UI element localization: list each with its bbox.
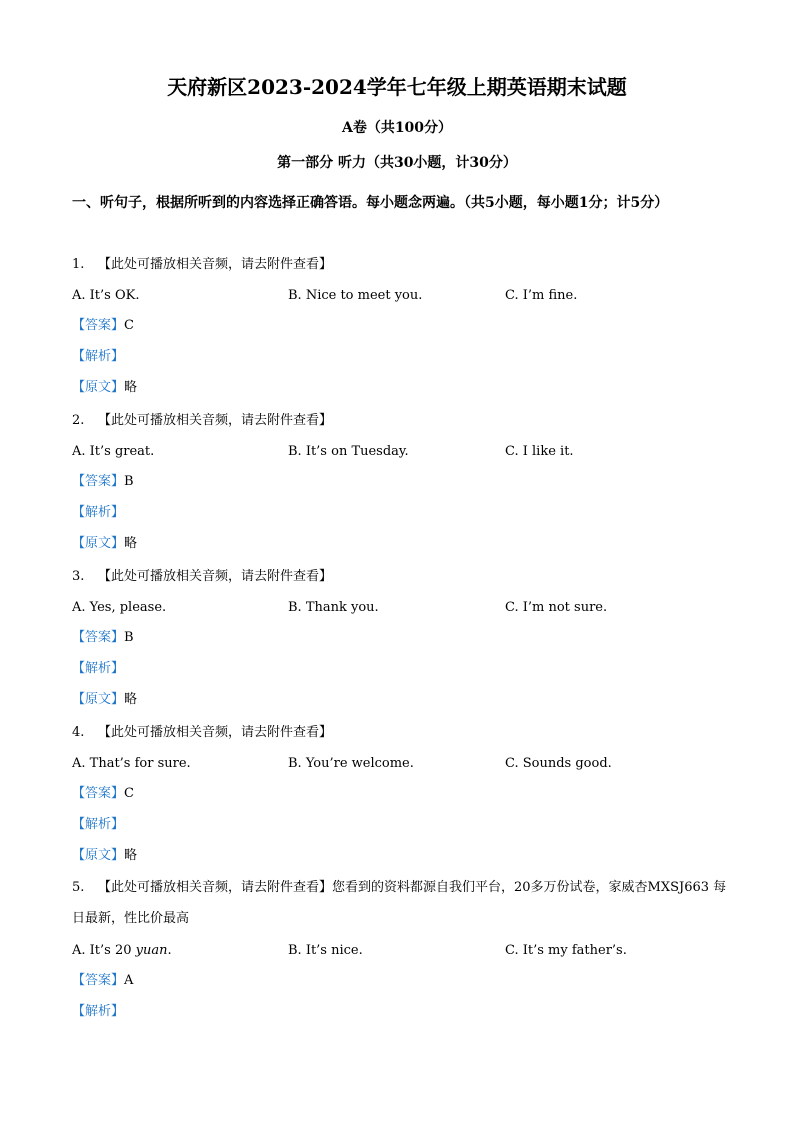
question-4: [72, 724, 332, 742]
analysis-label: 【解析】: [72, 505, 125, 520]
part-one-heading: 第一部分 听力（共30小题，计30分）: [277, 155, 517, 171]
option-a-italic: yuan: [135, 943, 168, 958]
option-a: [72, 942, 172, 960]
original-line: [72, 691, 137, 709]
analysis-label: 【解析】: [72, 817, 125, 832]
answer-value: B: [124, 474, 134, 489]
answer-value: A: [124, 973, 134, 988]
answer-label: 【答案】: [72, 474, 125, 489]
audio-prompt: 【此处可播放相关音频，请去附件查看】: [98, 725, 333, 740]
analysis-line: [72, 816, 124, 834]
original-line: [72, 847, 137, 865]
option-b: B. Nice to meet you.: [288, 288, 423, 303]
original-label: 【原文】: [72, 536, 125, 551]
answer-value: B: [124, 630, 134, 645]
option-c: C. I’m fine.: [505, 288, 578, 303]
question-number: 5.: [72, 880, 85, 895]
original-value: 略: [124, 380, 138, 395]
answer-value: C: [124, 318, 134, 333]
analysis-line: [72, 504, 124, 522]
question-number: 3.: [72, 569, 85, 584]
original-value: 略: [124, 536, 138, 551]
option-a: A. Yes, please.: [72, 600, 167, 615]
instruction-text: 一、听句子，根据所听到的内容选择正确答语。每小题念两遍。（共5小题，每小题1分；计5分）: [72, 195, 669, 211]
original-label: 【原文】: [72, 692, 125, 707]
audio-prompt: 【此处可播放相关音频，请去附件查看】: [98, 413, 333, 428]
original-line: [72, 379, 137, 397]
question-number: 1.: [72, 257, 85, 272]
question-5: [72, 872, 732, 934]
option-c: C. It’s my father’s.: [505, 943, 627, 958]
option-b: B. It’s nice.: [288, 943, 363, 958]
question-number: 2.: [72, 413, 85, 428]
option-c: C. I’m not sure.: [505, 600, 608, 615]
original-line: [72, 535, 137, 553]
option-b: B. You’re welcome.: [288, 756, 414, 771]
analysis-label: 【解析】: [72, 1004, 125, 1019]
exam-title: 天府新区2023-2024学年七年级上期英语期末试题: [167, 75, 627, 99]
option-a: A. It’s great.: [72, 444, 155, 459]
option-a: A. That’s for sure.: [72, 756, 191, 771]
option-c: C. I like it.: [505, 444, 574, 459]
option-b: B. It’s on Tuesday.: [288, 444, 409, 459]
audio-prompt: 【此处可播放相关音频，请去附件查看】: [98, 880, 333, 895]
analysis-label: 【解析】: [72, 349, 125, 364]
answer-line: [72, 473, 134, 491]
original-value: 略: [124, 692, 138, 707]
answer-line: [72, 317, 134, 335]
answer-line: [72, 972, 133, 990]
analysis-label: 【解析】: [72, 661, 125, 676]
answer-line: [72, 629, 134, 647]
section-a-heading: A卷（共100分）: [341, 120, 453, 136]
analysis-line: [72, 348, 124, 366]
answer-label: 【答案】: [72, 318, 125, 333]
promo-text: 您看到的资料都源自我们平台，20多万份试卷，家威杏MXSJ663 每日最新，性比价最高: [72, 880, 727, 926]
option-a-prefix: A. It’s 20: [72, 943, 136, 958]
answer-label: 【答案】: [72, 630, 125, 645]
question-number: 4.: [72, 725, 85, 740]
option-a-suffix: .: [167, 943, 172, 958]
question-1: [72, 256, 332, 274]
answer-label: 【答案】: [72, 973, 125, 988]
question-3: [72, 568, 332, 586]
analysis-line: [72, 660, 124, 678]
analysis-line: [72, 1003, 124, 1021]
audio-prompt: 【此处可播放相关音频，请去附件查看】: [98, 257, 333, 272]
original-label: 【原文】: [72, 848, 125, 863]
original-value: 略: [124, 848, 138, 863]
audio-prompt: 【此处可播放相关音频，请去附件查看】: [98, 569, 333, 584]
option-b: B. Thank you.: [288, 600, 379, 615]
answer-label: 【答案】: [72, 786, 125, 801]
option-c: C. Sounds good.: [505, 756, 612, 771]
original-label: 【原文】: [72, 380, 125, 395]
answer-value: C: [124, 786, 134, 801]
answer-line: [72, 785, 134, 803]
question-2: [72, 412, 332, 430]
option-a: A. It’s OK.: [72, 288, 140, 303]
